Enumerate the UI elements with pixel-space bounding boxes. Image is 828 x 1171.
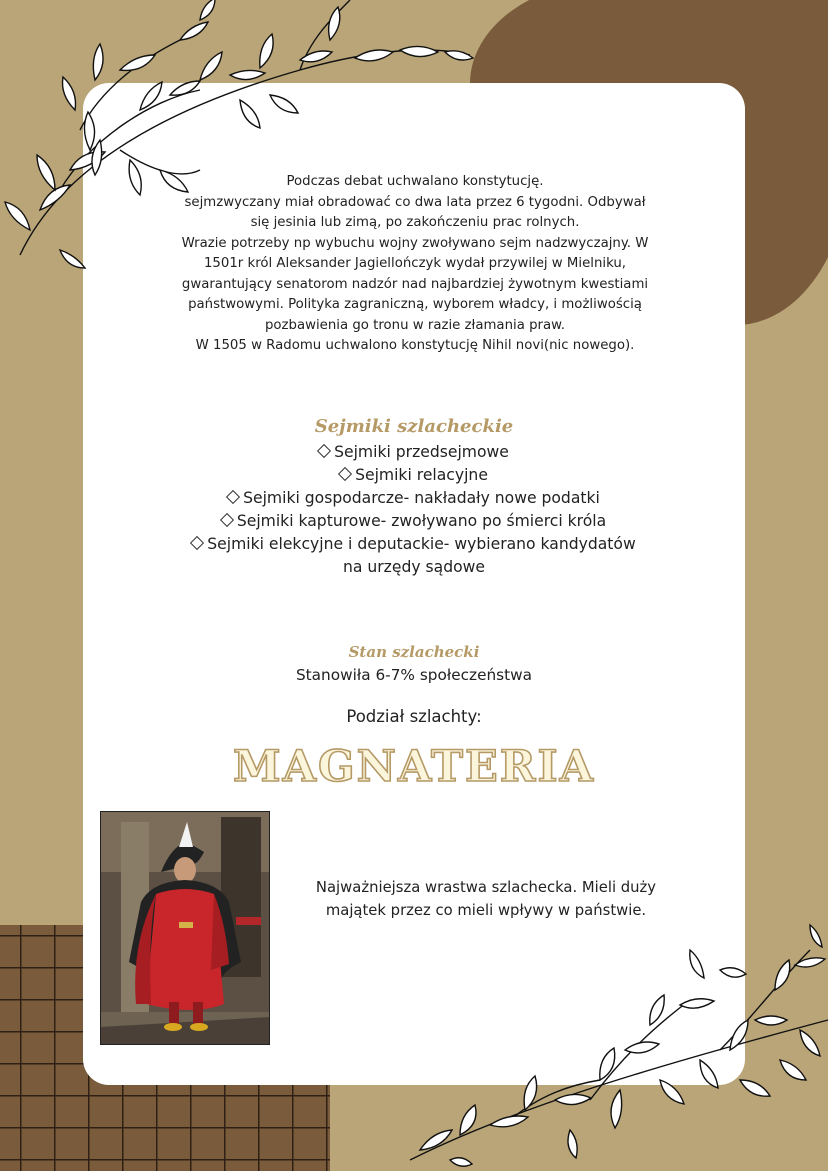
list-item: Sejmiki elekcyjne i deputackie- wybierano kandydatów (140, 533, 688, 556)
diamond-bullet-icon (220, 513, 234, 527)
stan-title: Stan szlachecki (348, 643, 480, 661)
sejmiki-list (140, 441, 688, 579)
intro-line: W 1505 w Radomu uchwalono konstytucję Nihil novi(nic nowego). (195, 338, 635, 353)
diamond-bullet-icon (226, 490, 240, 504)
list-item: Sejmiki przedsejmowe (140, 441, 688, 464)
list-item: Sejmiki relacyjne (140, 464, 688, 487)
intro-line: się jesinia lub zimą, po zakończeniu prac rolnych. (250, 215, 580, 230)
intro-line: Podczas debat uchwalano konstytucję. (286, 174, 544, 189)
magnateria-heading: MAGNATERIA (233, 742, 595, 792)
description-line: Najważniejsza wrastwa szlachecka. Mieli duży (315, 879, 657, 896)
list-item-continuation: na urzędy sądowe (342, 558, 486, 576)
intro-paragraph (160, 172, 670, 357)
intro-line: 1501r król Aleksander Jagiellończyk wydał przywilej w Mielniku, (203, 256, 627, 271)
list-item: Sejmiki gospodarcze- nakładały nowe podatki (140, 487, 688, 510)
podzial-heading: Podział szlachty: (346, 707, 482, 726)
intro-line: pozbawienia go tronu w razie złamania praw. (264, 317, 566, 333)
diamond-bullet-icon (190, 536, 204, 550)
intro-line: Wrazie potrzeby np wybuchu wojny zwoływano sejm nadzwyczajny. W (181, 235, 649, 251)
diamond-bullet-icon (317, 444, 331, 458)
sejmiki-title: Sejmiki szlacheckie (314, 416, 514, 437)
intro-line: gwarantujący senatorom nadzór nad najbardziej żywotnym kwestiami (181, 276, 649, 292)
list-item: Sejmiki kapturowe- zwoływano po śmierci króla (140, 510, 688, 533)
intro-line: sejmzwyczany miał obradować co dwa lata przez 6 tygodni. Odbywał (184, 194, 646, 210)
magnate-portrait (100, 811, 270, 1045)
vine-bottom-right-icon (390, 920, 828, 1171)
description-line: majątek przez co mieli wpływy w państwie. (325, 902, 647, 919)
diamond-bullet-icon (338, 467, 352, 481)
intro-line: państwowymi. Polityka zagraniczną, wyborem władcy, i możliwością (188, 297, 642, 312)
magnateria-description (296, 876, 676, 922)
stan-text: Stanowiła 6-7% społeczeństwa (295, 666, 533, 684)
